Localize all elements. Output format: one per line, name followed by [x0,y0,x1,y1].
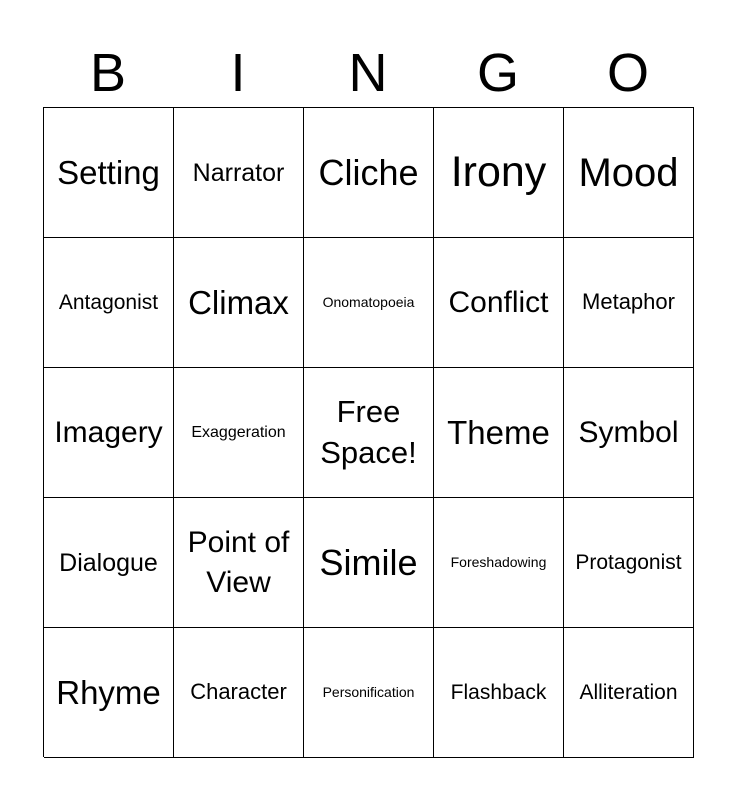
bingo-cell [174,498,304,628]
bingo-cell [304,108,434,238]
bingo-cell [304,498,434,628]
bingo-cell [44,498,174,628]
cell-label: Onomatopoeia [322,294,415,311]
bingo-cell [564,368,694,498]
bingo-cell [304,238,434,368]
bingo-cell [434,238,564,368]
header-letter-n: N [348,43,388,103]
cell-label: Character [190,679,287,705]
cell-label: Point of View [187,525,290,599]
cell-label: Irony [450,147,547,196]
cell-label: Alliteration [579,680,678,704]
bingo-cell [564,498,694,628]
bingo-cell [174,108,304,238]
cell-label: Theme [447,413,550,451]
bingo-header [43,40,693,106]
bingo-grid [43,107,694,757]
bingo-cell [434,628,564,758]
bingo-cell [304,368,434,498]
cell-label: Flashback [450,680,547,704]
bingo-cell [564,628,694,758]
bingo-cell [44,108,174,238]
cell-label: Simile [319,541,418,583]
header-letter-g: G [476,43,519,103]
bingo-cell [564,238,694,368]
cell-label: Conflict [448,285,549,319]
cell-label: Exaggeration [191,423,286,441]
cell-label: Climax [188,283,289,321]
cell-label: Mood [578,150,679,195]
cell-label: Rhyme [56,673,161,711]
bingo-cell [44,628,174,758]
cell-label: Metaphor [582,289,675,315]
bingo-cell [44,368,174,498]
cell-label: Protagonist [575,550,682,574]
cell-label: Setting [57,153,160,191]
cell-label: Dialogue [59,548,158,577]
bingo-cell [174,368,304,498]
cell-label: Imagery [54,415,163,449]
bingo-cell [434,498,564,628]
cell-label: Foreshadowing [450,554,547,571]
cell-label: Narrator [192,158,285,187]
header-letter-i: I [230,43,246,103]
header-letter-b: B [89,43,127,103]
cell-label: Cliche [318,151,419,193]
header-letter-o: O [606,43,649,103]
cell-label: Symbol [578,415,679,449]
bingo-cell [174,628,304,758]
cell-label: Free Space! [320,394,417,470]
bingo-cell [174,238,304,368]
bingo-cell [434,368,564,498]
bingo-cell [564,108,694,238]
bingo-cell [434,108,564,238]
cell-label: Personification [322,684,415,701]
bingo-cell [44,238,174,368]
bingo-cell [304,628,434,758]
cell-label: Antagonist [58,290,159,314]
